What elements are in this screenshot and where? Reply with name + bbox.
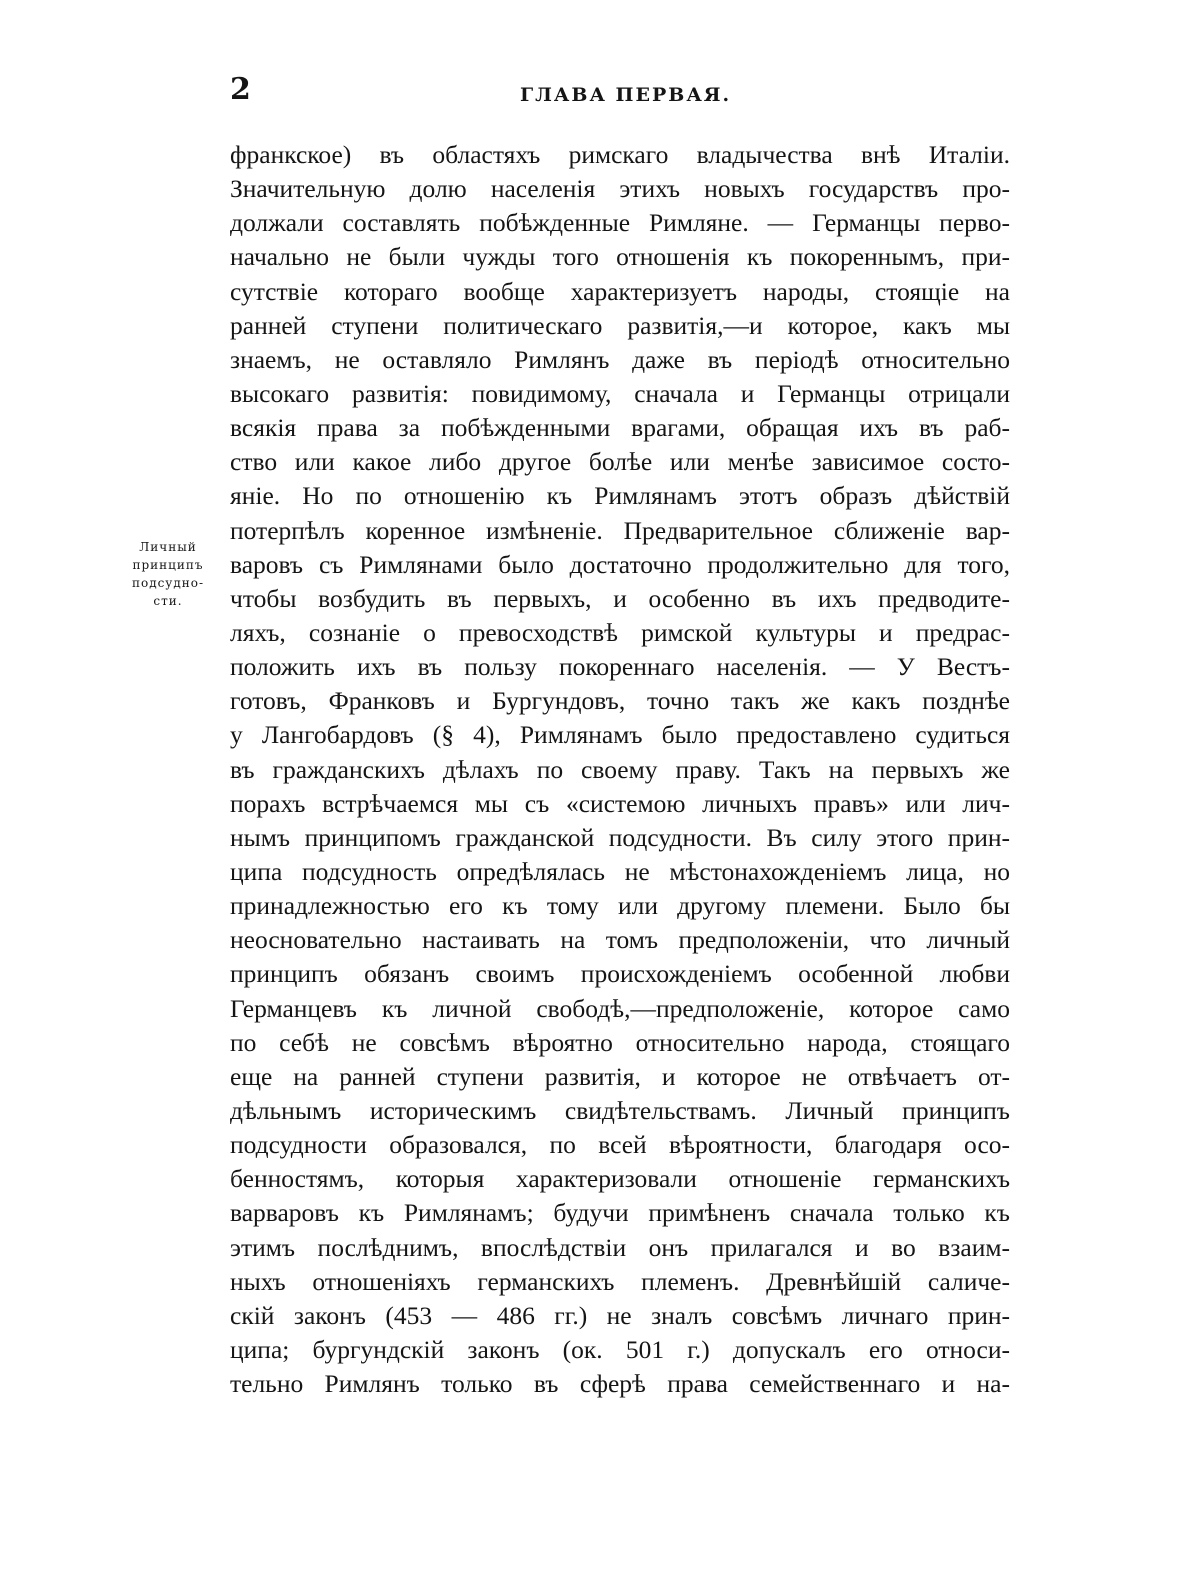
text-line: должали составлять побѣжденные Римляне. — Германцы перво- [230,208,1010,238]
text-line: ныхъ отношеніяхъ германскихъ племенъ. Древнѣйшій саличе- [230,1266,1010,1296]
margin-note-line: сти. [153,594,183,608]
text-line: положить ихъ въ пользу покореннаго населенія. — У Вестъ- [230,652,1010,682]
body-text [230,138,1010,1401]
text-line: высокаго развитія: повидимому, сначала и Германцы отрицали [230,378,1010,408]
text-line: начально не были чужды того отношенія къ покореннымъ, при- [230,242,1010,272]
text-line: ципа; бургундскій законъ (ок. 501 г.) допускалъ его относи- [230,1334,1010,1364]
margin-note [120,538,216,610]
margin-note-line: подсудно- [131,576,205,590]
text-line: у Лангобардовъ (§ 4), Римлянамъ было предоставлено судиться [230,720,1010,750]
text-line: франкское) въ областяхъ римскаго владычества внѣ Италіи. [230,140,1010,169]
text-line: варовъ съ Римлянами было достаточно продолжительно для того, [230,549,1010,579]
text-line: неосновательно настаивать на томъ предположеніи, что личный [230,925,1010,955]
text-line: всякія права за побѣжденными врагами, обращая ихъ въ раб- [230,413,1010,443]
text-line: Значительную долю населенія этихъ новыхъ государствъ про- [230,174,1010,204]
text-line: Германцевъ къ личной свободѣ,—предположеніе, которое само [230,993,1010,1023]
text-line: знаемъ, не оставляло Римлянъ даже въ періодѣ относительно [230,344,1010,374]
text-line: порахъ встрѣчаемся мы съ «системою личныхъ правъ» или лич- [230,788,1010,818]
text-line: принципъ обязанъ своимъ происхожденіемъ особенной любви [230,959,1010,989]
text-line: этимъ послѣднимъ, впослѣдствіи онъ прилагался и во взаим- [230,1232,1010,1262]
text-line: ляхъ, сознаніе о превосходствѣ римской культуры и предрас- [230,617,1010,647]
text-line: тельно Римлянъ только въ сферѣ права семейственнаго и на- [230,1369,1010,1399]
margin-note-line: принципъ [132,558,204,572]
text-line: варваровъ къ Римлянамъ; будучи примѣненъ сначала только къ [230,1198,1010,1228]
margin-note-line: Личный [139,540,197,554]
text-line: скій законъ (453 — 486 гг.) не зналъ совсѣмъ личнаго прин- [230,1300,1010,1330]
text-line: яніе. Но по отношенію къ Римлянамъ этотъ образъ дѣйствій [230,481,1010,511]
text-line: сутствіе котораго вообще характеризуетъ народы, стоящіе на [230,276,1010,306]
running-head: ГЛАВА ПЕРВАЯ. [520,84,732,106]
text-line: дѣльнымъ историческимъ свидѣтельствамъ. Личный принципъ [230,1095,1010,1125]
text-line: чтобы возбудить въ первыхъ, и особенно въ ихъ предводите- [230,583,1010,613]
text-line: готовъ, Франковъ и Бургундовъ, точно такъ же какъ позднѣе [230,686,1010,716]
text-line: потерпѣлъ коренное измѣненіе. Предварительное сближеніе вар- [230,515,1010,545]
text-line: бенностямъ, которыя характеризовали отношеніе германскихъ [230,1164,1010,1194]
text-line: еще на ранней ступени развитія, и которое не отвѣчаетъ от- [230,1061,1010,1091]
text-line: ранней ступени политическаго развитія,—и которое, какъ мы [230,310,1010,340]
text-line: ство или какое либо другое болѣе или менѣе зависимое состо- [230,447,1010,477]
text-line: въ гражданскихъ дѣлахъ по своему праву. Такъ на первыхъ же [230,754,1010,784]
text-line: подсудности образовался, по всей вѣроятности, благодаря осо- [230,1130,1010,1160]
text-line: нымъ принципомъ гражданской подсудности. Въ силу этого прин- [230,822,1010,852]
text-line: по себѣ не совсѣмъ вѣроятно относительно народа, стоящаго [230,1027,1010,1057]
text-line: ципа подсудность опредѣлялась не мѣстонахожденіемъ лица, но [230,856,1010,886]
text-line: принадлежностью его къ тому или другому племени. Было бы [230,891,1010,921]
page-number: 2 [230,72,251,107]
